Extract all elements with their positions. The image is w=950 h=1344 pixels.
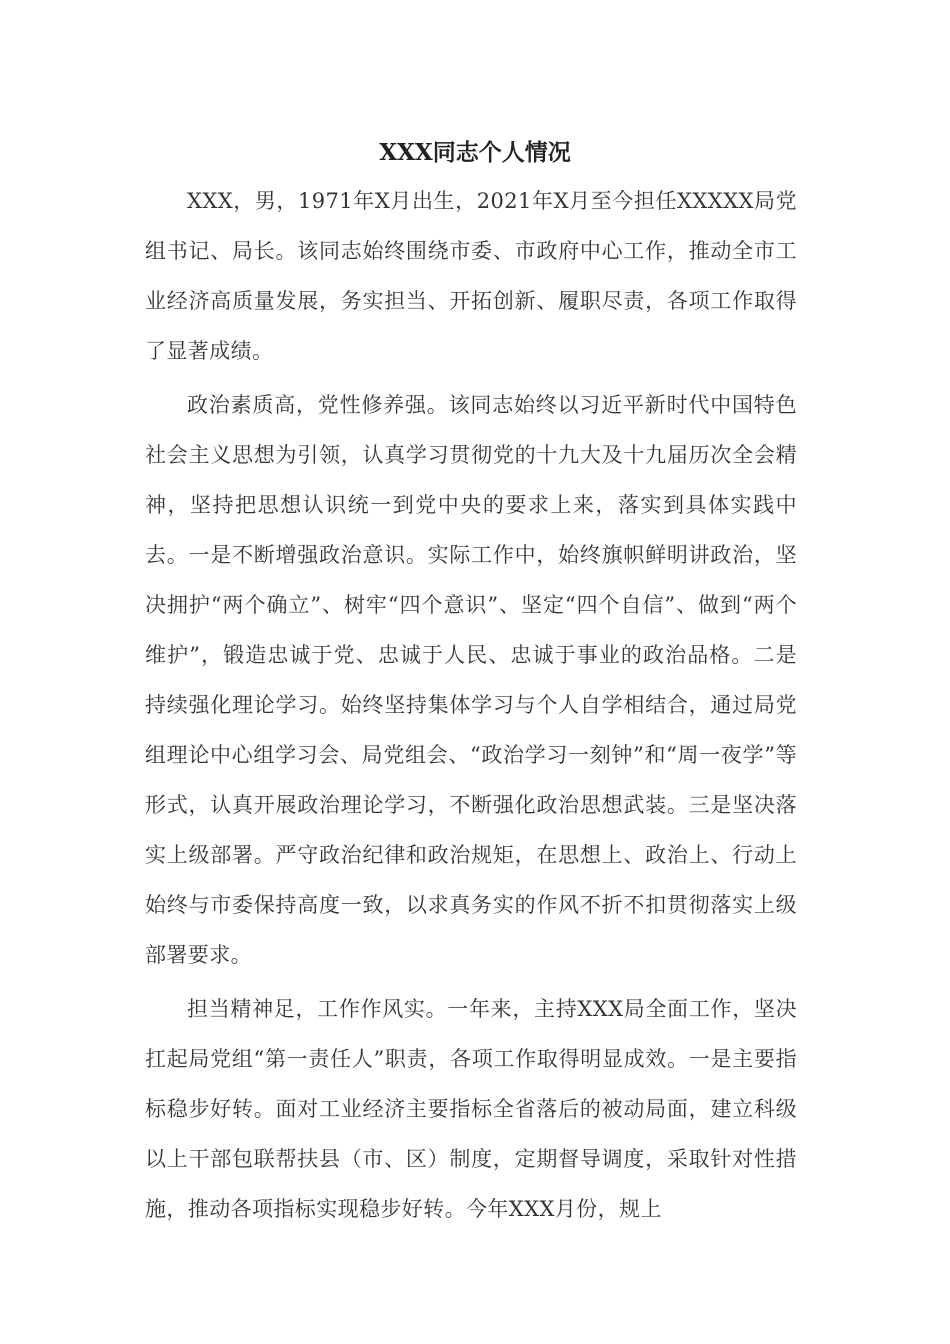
document-title: XXX同志个人情况: [379, 139, 571, 166]
paragraph-intro: XXX，男，1971年X月出生，2021年X月至今担任XXXXX局党组书记、局长。该同志始终围绕市委、市政府中心工作，推动全市工业经济高质量发展，务实担当、开拓创新、履职尽责，各项工作取得了显著成绩。: [145, 189, 797, 363]
paragraph-responsibility: 担当精神足，工作作风实。一年来，主持XXX局全面工作，坚决扛起局党组“第一责任人”职责，各项工作取得明显成效。一是主要指标稳步好转。面对工业经济主要指标全省落后的被动局面，建立科级以上干部包联帮扶县（市、区）制度，定期督导调度，采取针对性措施，推动各项指标实现稳步好转。今年XXX月份，规上: [145, 997, 797, 1221]
document-body: [145, 176, 797, 1238]
paragraph-political-quality: 政治素质高，党性修养强。该同志始终以习近平新时代中国特色社会主义思想为引领，认真学习贯彻党的十九大及十九届历次全会精神，坚持把思想认识统一到党中央的要求上来，落实到具体实践中去。一是不断增强政治意识。实际工作中，始终旗帜鲜明讲政治，坚决拥护“两个确立”、树牢“四个意识”、坚定“四个自信”、做到“两个维护”，锻造忠诚于党、忠诚于人民、忠诚于事业的政治品格。二是持续强化理论学习。始终坚持集体学习与个人自学相结合，通过局党组理论中心组学习会、局党组会、“政治学习一刻钟”和“周一夜学”等形式，认真开展政治理论学习，不断强化政治思想武装。三是坚决落实上级部署。严守政治纪律和政治规矩，在思想上、政治上、行动上始终与市委保持高度一致，以求真务实的作风不折不扣贯彻落实上级部署要求。: [145, 393, 797, 967]
